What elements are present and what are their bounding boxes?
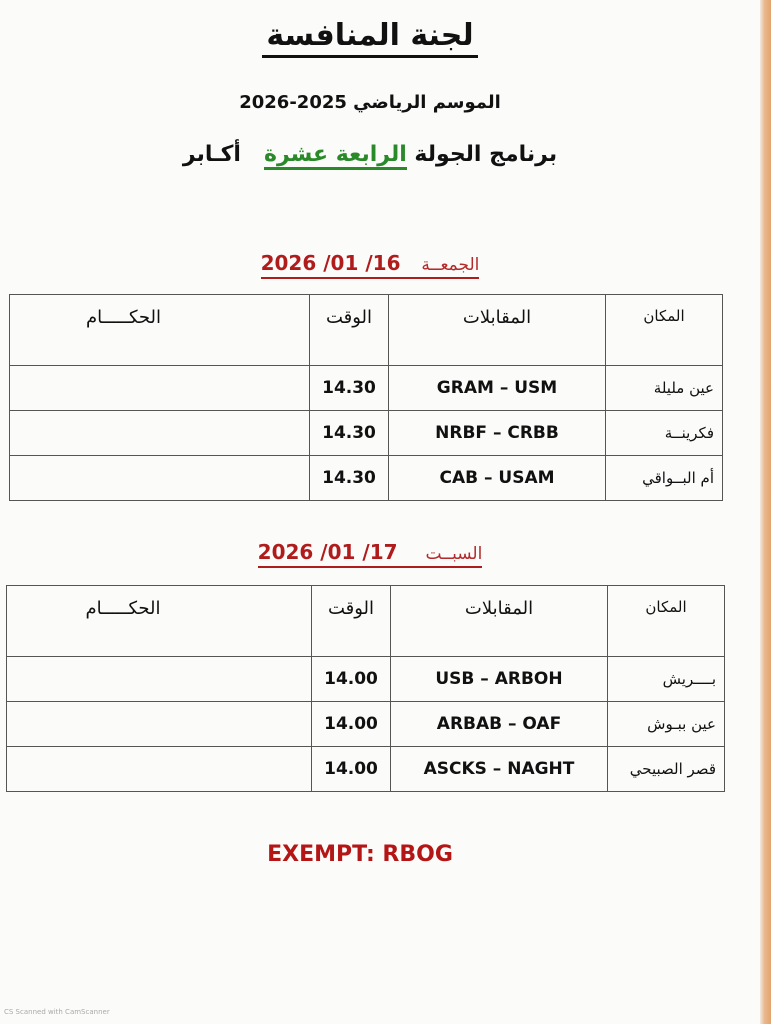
match-place: عين ببـوش	[608, 702, 725, 747]
header-place: المكان	[606, 295, 723, 366]
round-prefix: برنامج الجولة	[414, 142, 558, 167]
table-header-row	[7, 586, 725, 657]
committee-title: لجنة المنافسة	[262, 18, 477, 58]
match-time: 14.00	[312, 657, 391, 702]
day-date: 16/ 01/ 2026	[260, 251, 401, 275]
day-name: الجمعــة	[421, 255, 480, 275]
header-place: المكان	[608, 586, 725, 657]
day-heading-1	[0, 251, 740, 275]
header-referees: الحكـــــام	[10, 295, 310, 366]
table-row	[7, 747, 725, 792]
match-place: أم البــواقي	[606, 456, 723, 501]
page-edge	[760, 0, 771, 1024]
match-time: 14.00	[312, 747, 391, 792]
match-teams: ASCKS – NAGHT	[391, 747, 608, 792]
table-row	[10, 366, 723, 411]
table-header-row	[10, 295, 723, 366]
match-teams: NRBF – CRBB	[389, 411, 606, 456]
match-referees	[7, 747, 312, 792]
match-time: 14.30	[310, 456, 389, 501]
season-label: الموسم الرياضي 2025-2026	[239, 92, 501, 113]
match-teams: ARBAB – OAF	[391, 702, 608, 747]
schedule-table-2	[6, 585, 725, 792]
header-match: المقابلات	[391, 586, 608, 657]
table-row	[7, 657, 725, 702]
match-teams: GRAM – USM	[389, 366, 606, 411]
table-row	[7, 702, 725, 747]
page-title	[0, 18, 740, 53]
match-teams: CAB – USAM	[389, 456, 606, 501]
match-referees	[7, 657, 312, 702]
header-time: الوقت	[310, 295, 389, 366]
category-label: أكـابر	[182, 142, 241, 167]
table-row	[10, 411, 723, 456]
match-place: فكرينــة	[606, 411, 723, 456]
match-place: بــــريش	[608, 657, 725, 702]
day-date: 17/ 01/ 2026	[257, 540, 398, 564]
match-referees	[10, 411, 310, 456]
schedule-table-1	[9, 294, 723, 501]
header-time: الوقت	[312, 586, 391, 657]
round-title	[0, 142, 740, 167]
match-time: 14.00	[312, 702, 391, 747]
round-name: الرابعة عشرة	[264, 142, 407, 170]
match-referees	[10, 456, 310, 501]
scanner-watermark: CS Scanned with CamScanner	[4, 1008, 110, 1016]
match-referees	[7, 702, 312, 747]
match-place: قصر الصبيحي	[608, 747, 725, 792]
match-place: عين مليلة	[606, 366, 723, 411]
header-referees: الحكـــــام	[7, 586, 312, 657]
header-match: المقابلات	[389, 295, 606, 366]
day-name: السبــت	[425, 544, 483, 564]
exempt-notice: EXEMPT: RBOG	[267, 842, 453, 867]
day-heading-2	[0, 540, 740, 564]
match-referees	[10, 366, 310, 411]
match-time: 14.30	[310, 366, 389, 411]
match-time: 14.30	[310, 411, 389, 456]
table-row	[10, 456, 723, 501]
match-teams: USB – ARBOH	[391, 657, 608, 702]
